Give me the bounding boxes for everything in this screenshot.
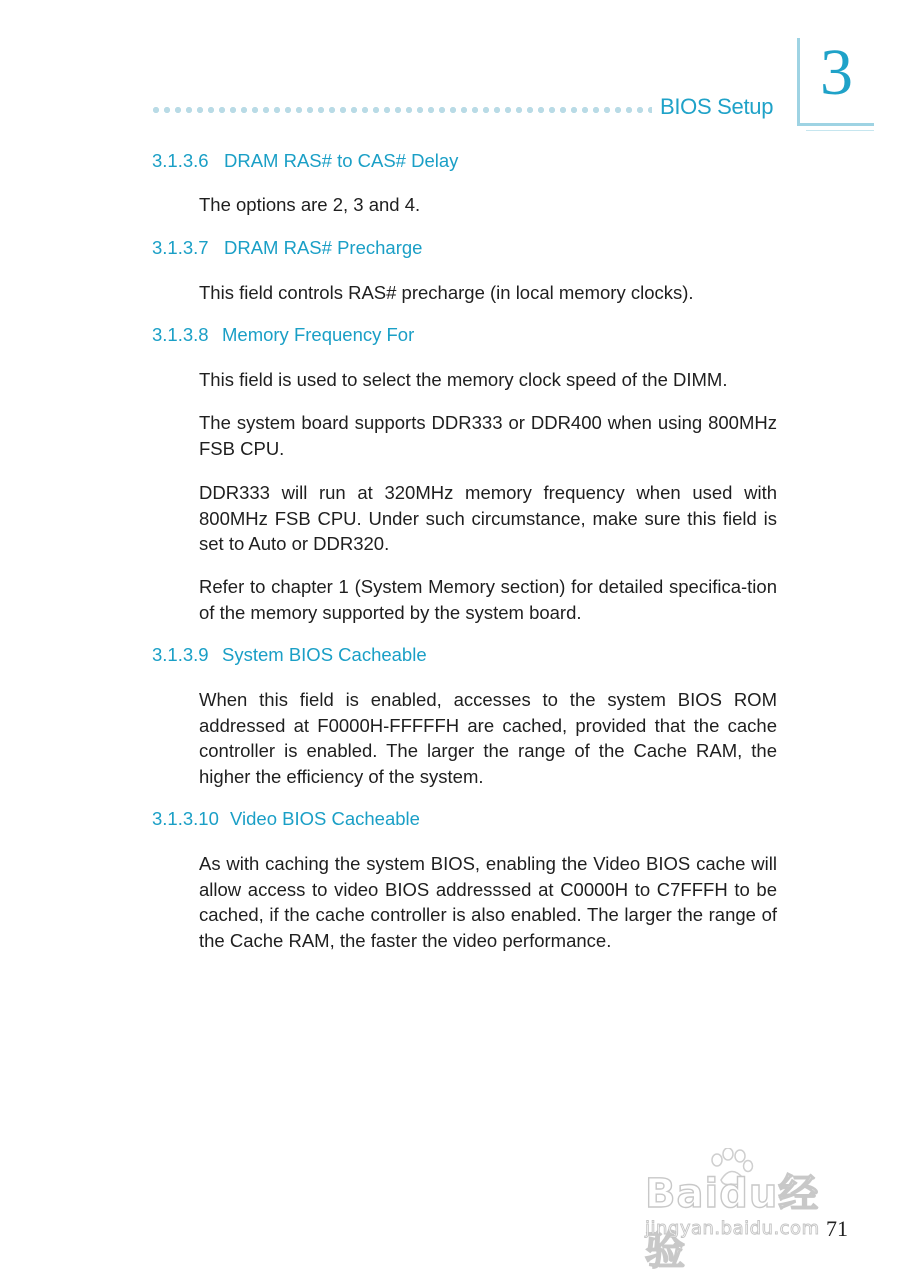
chapter-number: 3	[820, 36, 853, 109]
header-dotted-rule	[152, 106, 652, 116]
baidu-watermark	[645, 1150, 855, 1274]
section-title: DRAM RAS# to CAS# Delay	[224, 150, 459, 171]
watermark-url: jingyan.baidu.com	[645, 1218, 820, 1239]
paragraph: This field controls RAS# precharge (in local memory clocks).	[199, 282, 694, 303]
section-heading	[152, 237, 422, 259]
page-number: 71	[826, 1216, 848, 1241]
section-number: 3.1.3.6	[152, 150, 209, 171]
section-heading	[152, 150, 458, 172]
paragraph: As with caching the system BIOS, enabling the Video BIOS cache will allow access to video BIOS addresssed at C0000H to C7FFFH to be cached, if the cache controller is also enabled. The larger the range of the Cache RAM, the faster the video performance.	[199, 853, 777, 951]
section-title: Video BIOS Cacheable	[230, 808, 420, 829]
paragraph: DDR333 will run at 320MHz memory frequency when used with 800MHz FSB CPU. Under such circumstance, make sure this field is set to Auto or DDR320.	[199, 482, 777, 554]
section-title: Memory Frequency For	[222, 324, 415, 345]
paragraph: The options are 2, 3 and 4.	[199, 194, 421, 215]
paragraph: Refer to chapter 1 (System Memory section) for detailed specifica-tion of the memory supported by the system board.	[199, 576, 777, 623]
section-title: DRAM RAS# Precharge	[224, 237, 423, 258]
section-heading	[152, 808, 420, 830]
header-title: BIOS Setup	[660, 94, 774, 119]
section-heading	[152, 644, 427, 666]
section-number: 3.1.3.8	[152, 324, 209, 345]
paragraph: The system board supports DDR333 or DDR400 when using 800MHz FSB CPU.	[199, 412, 777, 459]
section-number: 3.1.3.10	[152, 808, 219, 829]
section-heading	[152, 324, 414, 346]
watermark-logo: Baidu经验	[645, 1171, 820, 1274]
section-title: System BIOS Cacheable	[222, 644, 427, 665]
section-number: 3.1.3.9	[152, 644, 209, 665]
section-number: 3.1.3.7	[152, 237, 209, 258]
paragraph: When this field is enabled, accesses to the system BIOS ROM addressed at F0000H-FFFFFH are cached, provided that the cache controller is enabled. The larger the range of the Cache RAM, the higher the efficiency of the system.	[199, 689, 777, 787]
paragraph: This field is used to select the memory clock speed of the DIMM.	[199, 369, 728, 390]
